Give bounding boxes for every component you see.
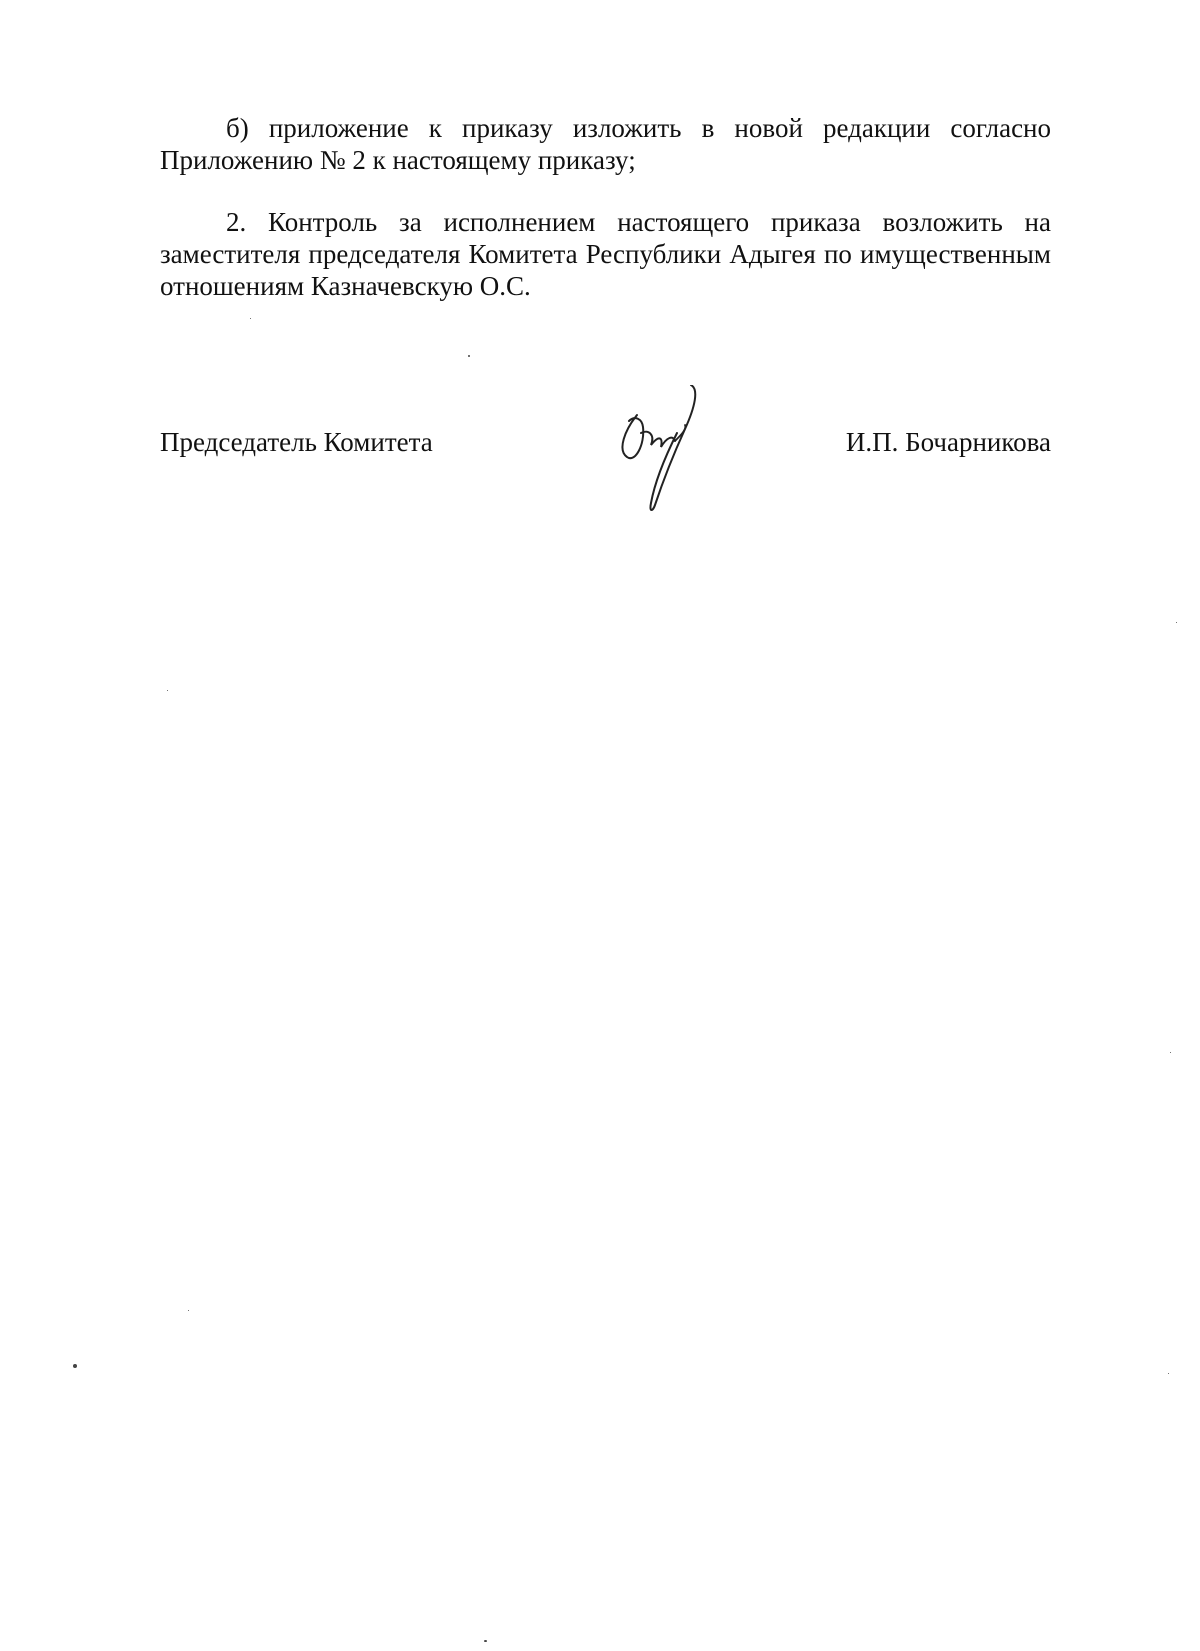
scan-speck <box>1176 622 1177 623</box>
scan-speck <box>73 1364 77 1368</box>
scan-speck <box>188 1310 189 1311</box>
handwritten-signature-icon <box>615 385 715 515</box>
scan-speck <box>1170 1052 1171 1053</box>
scan-speck <box>167 690 168 691</box>
paragraph-control-clause: 2. Контроль за исполнением настоящего приказа возложить на заместителя председателя Комитета Республики Адыгея по имущественным отношениям Казначевскую О.С. <box>160 207 1051 301</box>
signatory-position: Председатель Комитета <box>160 427 433 457</box>
scan-speck <box>250 318 251 319</box>
signature-block <box>160 426 1051 466</box>
scan-speck <box>468 355 470 357</box>
paragraph-appendix-clause: б) приложение к приказу изложить в новой редакции согласно Приложению № 2 к настоящему приказу; <box>160 113 1051 175</box>
scan-speck <box>484 1640 487 1642</box>
scan-speck <box>1168 1373 1169 1374</box>
document-body <box>160 112 1051 302</box>
signatory-name: И.П. Бочарникова <box>845 427 1051 457</box>
